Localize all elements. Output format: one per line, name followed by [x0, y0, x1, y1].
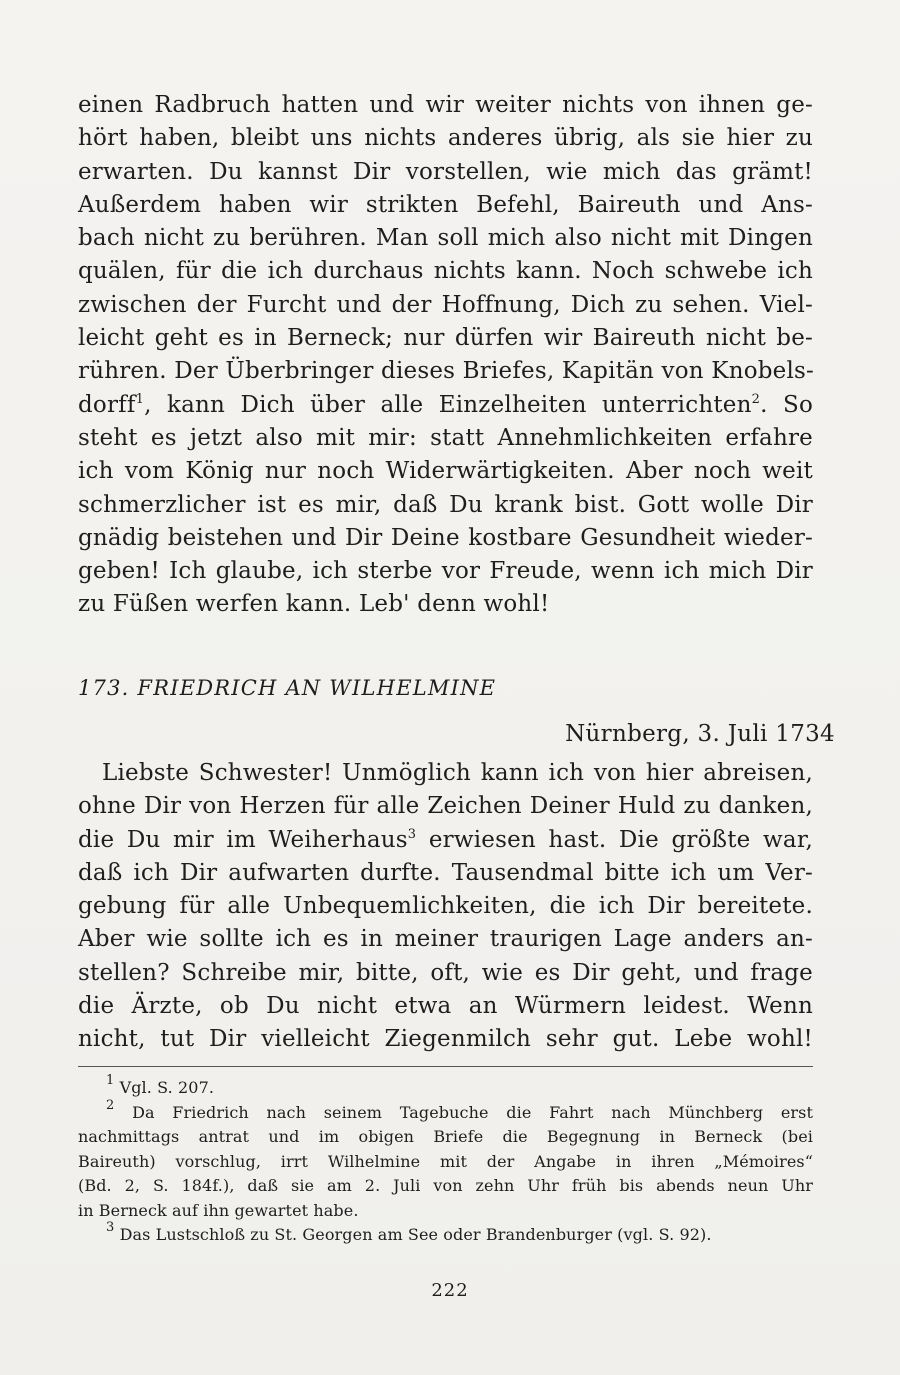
- text-line: hört haben, bleibt uns nichts anderes übrig, als sie hier zu: [78, 125, 813, 152]
- text-fragment: die Du mir im Weiherhaus: [78, 826, 408, 853]
- text-fragment: erwiesen hast. Die größte war,: [416, 826, 814, 853]
- text-line: Aber wie sollte ich es in meiner traurigen Lage anders an-: [78, 926, 813, 953]
- letter-dateline: Nürnberg, 3. Juli 1734: [565, 721, 835, 747]
- text-line: ich vom König nur noch Widerwärtigkeiten. Aber noch weit: [78, 458, 813, 485]
- text-line-with-footnote-ref: [78, 824, 813, 857]
- text-line: zwischen der Furcht und der Hoffnung, Dich zu sehen. Viel-: [78, 291, 813, 318]
- text-line: stellen? Schreibe mir, bitte, oft, wie es Dir geht, und frage: [78, 959, 813, 986]
- text-line: rühren. Der Überbringer dieses Briefes, Kapitän von Knobels-: [78, 358, 815, 385]
- text-line: leicht geht es in Berneck; nur dürfen wir Baireuth nicht be-: [78, 325, 813, 352]
- text-fragment: dorff: [78, 391, 136, 418]
- footnote-marker: 2: [106, 1097, 115, 1113]
- text-fragment: . So: [760, 391, 813, 418]
- footnotes: [78, 1073, 813, 1248]
- footnote-2-line: (Bd. 2, S. 184f.), daß sie am 2. Juli von zehn Uhr früh bis abends neun Uhr: [78, 1176, 813, 1195]
- letter-heading: 173. FRIEDRICH AN WILHELMINE: [78, 676, 497, 700]
- text-line-with-footnote-refs: [78, 389, 813, 422]
- text-line: einen Radbruch hatten und wir weiter nichts von ihnen ge-: [78, 92, 813, 118]
- letter-173-body: [78, 757, 813, 1057]
- page-number: 222: [431, 1280, 469, 1301]
- text-line: zu Füßen werfen kann. Leb' denn wohl!: [78, 591, 550, 618]
- text-line: erwarten. Du kannst Dir vorstellen, wie mich das grämt!: [78, 158, 813, 185]
- text-line: die Ärzte, ob Du nicht etwa an Würmern leidest. Wenn: [78, 993, 813, 1020]
- footnote-1: [78, 1073, 813, 1101]
- text-line: geben! Ich glaube, ich sterbe vor Freude, wenn ich mich Dir: [78, 558, 813, 585]
- footnote-text: Da Friedrich nach seinem Tagebuche die Fahrt nach Münchberg erst: [132, 1102, 813, 1122]
- text-line: bach nicht zu berühren. Man soll mich also nicht mit Dingen: [78, 225, 813, 252]
- text-line: ohne Dir von Herzen für alle Zeichen Deiner Huld zu danken,: [78, 793, 813, 820]
- text-line: Außerdem haben wir strikten Befehl, Baireuth und Ans-: [78, 191, 813, 218]
- text-line: daß ich Dir aufwarten durfte. Tausendmal bitte ich um Ver-: [78, 859, 813, 886]
- footnote-text: Das Lustschloß zu St. Georgen am See oder Brandenburger (vgl. S. 92).: [119, 1225, 712, 1244]
- text-line: nicht, tut Dir vielleicht Ziegenmilch sehr gut. Lebe wohl!: [78, 1026, 813, 1053]
- footnote-2-line: in Berneck auf ihn gewartet habe.: [78, 1200, 359, 1220]
- text-line: Liebste Schwester! Unmöglich kann ich von hier abreisen,: [102, 760, 813, 786]
- letter-172-continuation: [78, 89, 813, 622]
- footnote-marker: 1: [106, 1073, 115, 1088]
- footnote-2-line: [78, 1097, 813, 1126]
- footnote-text: Vgl. S. 207.: [119, 1078, 215, 1097]
- text-line: steht es jetzt also mit mir: statt Annehmlichkeiten erfahre: [78, 424, 813, 451]
- text-line: quälen, für die ich durchaus nichts kann. Noch schwebe ich: [78, 258, 813, 285]
- text-line: gebung für alle Unbequemlichkeiten, die ich Dir bereitete.: [78, 893, 813, 920]
- footnote-ref-1: 1: [135, 391, 145, 407]
- footnote-ref-2: 2: [751, 391, 761, 407]
- footnote-marker: 3: [106, 1220, 115, 1235]
- footnote-separator: [78, 1066, 813, 1067]
- footnote-2-line: nachmittags antrat und im obigen Briefe die Begegnung in Berneck (bei: [78, 1127, 813, 1146]
- text-line: schmerzlicher ist es mir, daß Du krank bist. Gott wolle Dir: [78, 491, 813, 518]
- text-fragment: , kann Dich über alle Einzelheiten unterrichten: [144, 391, 752, 418]
- footnote-2-line: Baireuth) vorschlug, irrt Wilhelmine mit der Angabe in ihren „Mémoires“: [78, 1151, 813, 1171]
- footnote-3: [78, 1220, 813, 1248]
- footnote-ref-3: 3: [407, 826, 417, 842]
- text-line: gnädig beistehen und Dir Deine kostbare Gesundheit wieder-: [78, 524, 813, 551]
